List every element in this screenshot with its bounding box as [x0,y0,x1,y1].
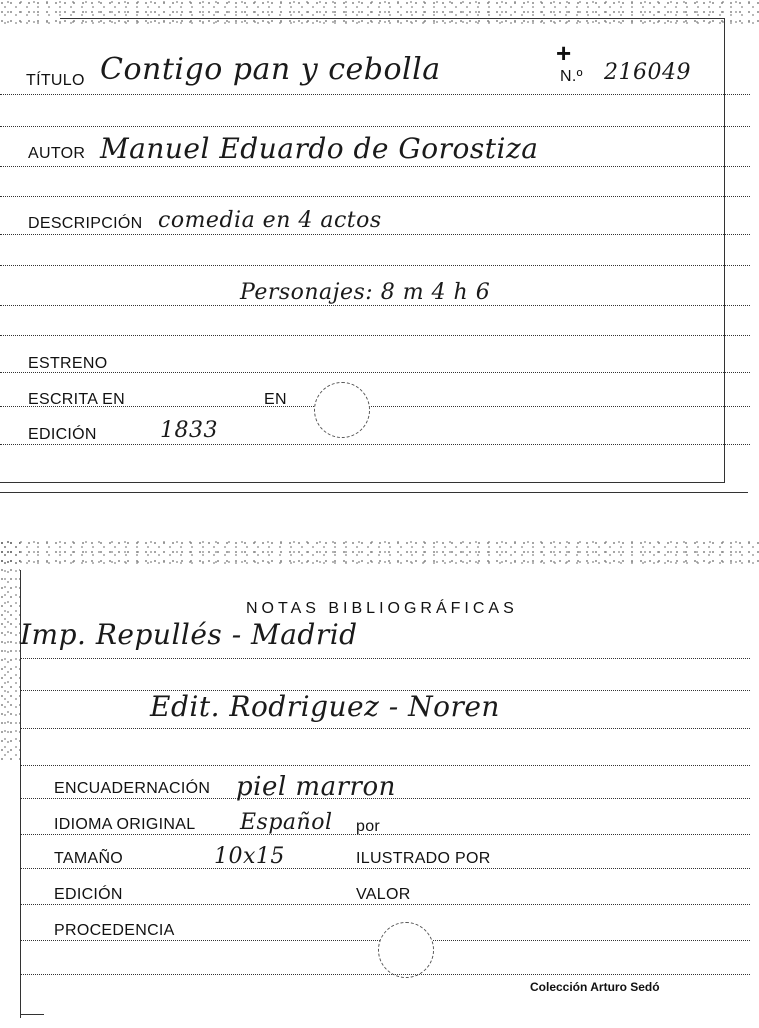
ruled-line [0,126,750,127]
ruled-line [20,798,750,799]
ruled-line [20,904,750,905]
ruled-line [0,196,750,197]
punch-hole [378,922,434,978]
scan-noise-edge [0,540,20,760]
edicion-label-bottom: EDICIÓN [54,886,123,903]
ruled-line [0,335,750,336]
ruled-line [0,94,750,95]
ruled-line [20,728,750,729]
escrita-en-label: ESCRITA EN [28,391,125,408]
catalog-card-front [0,0,759,495]
card-top-border [60,18,724,19]
autor-label: AUTOR [28,145,86,162]
notas-heading: NOTAS BIBLIOGRÁFICAS [246,600,518,617]
tamano-value: 10x15 [214,844,285,869]
ruled-line [0,305,750,306]
ruled-line [0,234,750,235]
ruled-line [20,834,750,835]
ruled-line [20,868,750,869]
idioma-value: Español [240,810,333,835]
ruled-line [0,372,750,373]
collection-footer: Colección Arturo Sedó [530,980,660,994]
card-divider [0,492,748,493]
numero-label: N.º [560,68,583,85]
autor-value: Manuel Eduardo de Gorostiza [100,132,539,165]
ruled-line [0,406,750,407]
card-right-border [724,18,725,483]
ilustrado-label: ILUSTRADO POR [356,850,491,867]
procedencia-label: PROCEDENCIA [54,922,175,939]
edicion-label: EDICIÓN [28,426,97,443]
titulo-label: TÍTULO [26,72,85,89]
encuadernacion-label: ENCUADERNACIÓN [54,780,211,797]
ruled-line [20,765,750,766]
card-corner-mark [20,1014,44,1015]
encuadernacion-value: piel marron [236,772,396,802]
note-line-1: Imp. Repullés - Madrid [20,618,358,651]
por-label: por [356,818,381,835]
ruled-line [0,166,750,167]
ruled-line [20,974,750,975]
descripcion-label: DESCRIPCIÓN [28,215,143,232]
valor-label: VALOR [356,886,411,903]
tamano-label: TAMAÑO [54,850,124,867]
idioma-label: IDIOMA ORIGINAL [54,816,196,833]
en-label: EN [264,391,287,408]
note-line-2: Edit. Rodriguez - Noren [150,690,500,723]
titulo-value: Contigo pan y cebolla [100,52,441,87]
card-bottom-border [0,482,724,483]
personajes-value: Personajes: 8 m 4 h 6 [240,280,491,305]
ruled-line [0,265,750,266]
catalog-card-back [0,540,759,1028]
punch-hole [314,382,370,438]
ruled-line [20,658,750,659]
scan-noise-edge [0,540,759,564]
ruled-line [20,690,750,691]
ruled-line [0,444,750,445]
scan-noise-edge [0,0,759,24]
numero-mark: + [556,38,572,68]
numero-value: 216049 [604,60,691,85]
descripcion-value: comedia en 4 actos [158,208,382,233]
edicion-value: 1833 [160,418,218,443]
estreno-label: ESTRENO [28,355,108,372]
